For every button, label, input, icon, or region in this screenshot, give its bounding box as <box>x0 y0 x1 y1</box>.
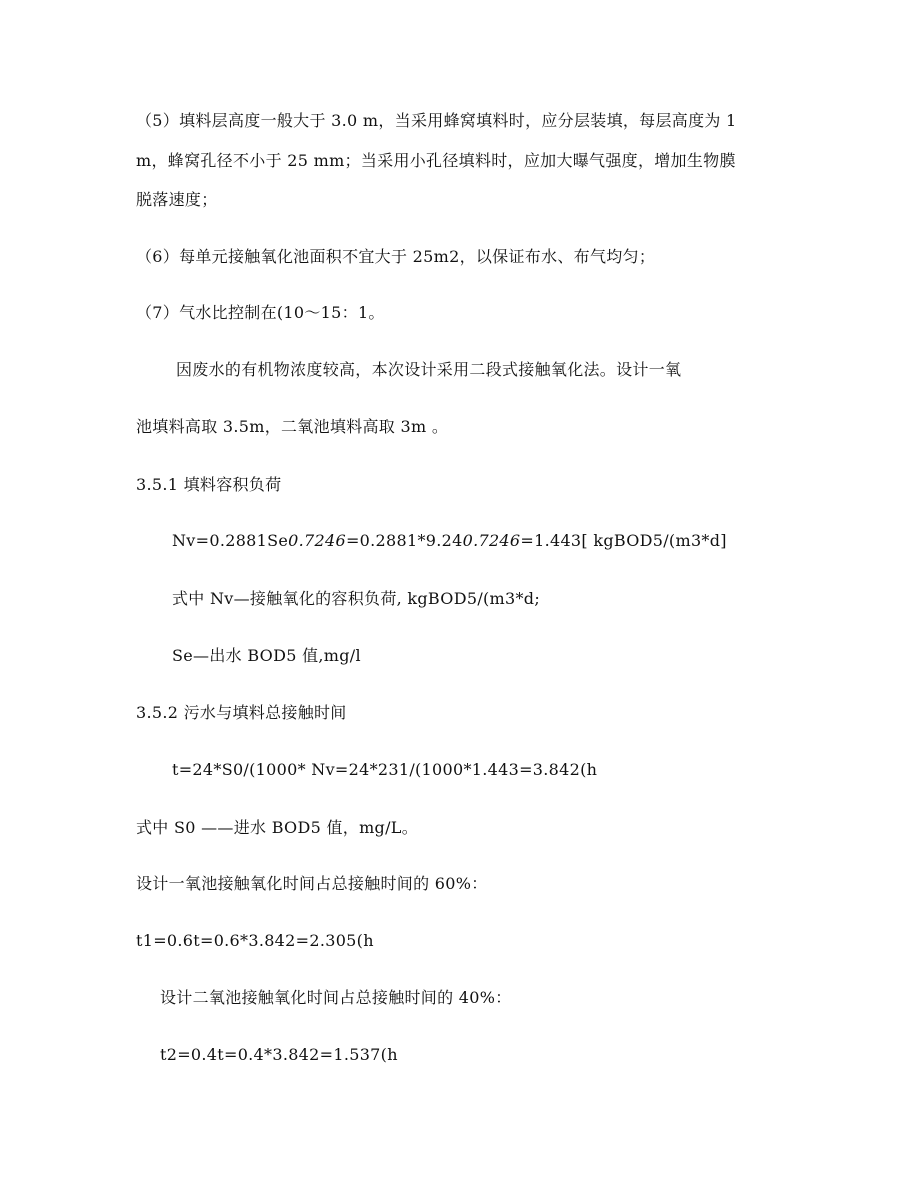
design-second-tank-ratio: 设计二氧池接触氧化时间占总接触时间的 40%： <box>160 988 512 1007</box>
formula-nv <box>172 531 727 551</box>
formula-nv-part1: Nv=0.2881Se <box>172 531 289 550</box>
formula-nv-part3: =1.443[ kgBOD5/(m3*d] <box>520 531 727 550</box>
paragraph-item-6: （6）每单元接触氧化池面积不宜大于 25m2，以保证布水、布气均匀； <box>136 247 656 266</box>
paragraph-item-7: （7）气水比控制在(10～15：1。 <box>136 303 385 322</box>
formula-t1: t1=0.6t=0.6*3.842=2.305(h <box>136 931 374 950</box>
definition-se: Se—出水 BOD5 值,mg/l <box>172 646 361 665</box>
section-heading-3-5-1: 3.5.1 填料容积负荷 <box>136 475 282 494</box>
design-paragraph-line-2: 池填料高取 3.5m，二氧池填料高取 3m 。 <box>136 417 449 436</box>
formula-nv-part2: =0.2881*9.24 <box>345 531 463 550</box>
formula-t2: t2=0.4t=0.4*3.842=1.537(h <box>160 1045 398 1064</box>
paragraph-item-5-line-2: m，蜂窝孔径不小于 25 mm；当采用小孔径填料时，应加大曝气强度，增加生物膜 <box>136 151 736 170</box>
definition-nv: 式中 Nv—接触氧化的容积负荷, kgBOD5/(m3*d; <box>172 589 541 608</box>
section-heading-3-5-2: 3.5.2 污水与填料总接触时间 <box>136 703 347 722</box>
formula-nv-exponent-2: 0.7246 <box>462 531 521 550</box>
formula-t: t=24*S0/(1000* Nv=24*231/(1000*1.443=3.842(h <box>172 760 598 779</box>
definition-s0: 式中 S0 ——进水 BOD5 值，mg/L。 <box>136 818 418 837</box>
formula-nv-exponent-1: 0.7246 <box>288 531 346 550</box>
design-paragraph-line-1: 因废水的有机物浓度较高，本次设计采用二段式接触氧化法。设计一氧 <box>176 360 682 379</box>
paragraph-item-5-line-3: 脱落速度； <box>136 190 218 209</box>
paragraph-item-5-line-1: （5）填料层高度一般大于 3.0 m，当采用蜂窝填料时，应分层装填，每层高度为 1 <box>136 111 737 130</box>
design-first-tank-ratio: 设计一氧池接触氧化时间占总接触时间的 60%： <box>136 874 488 893</box>
